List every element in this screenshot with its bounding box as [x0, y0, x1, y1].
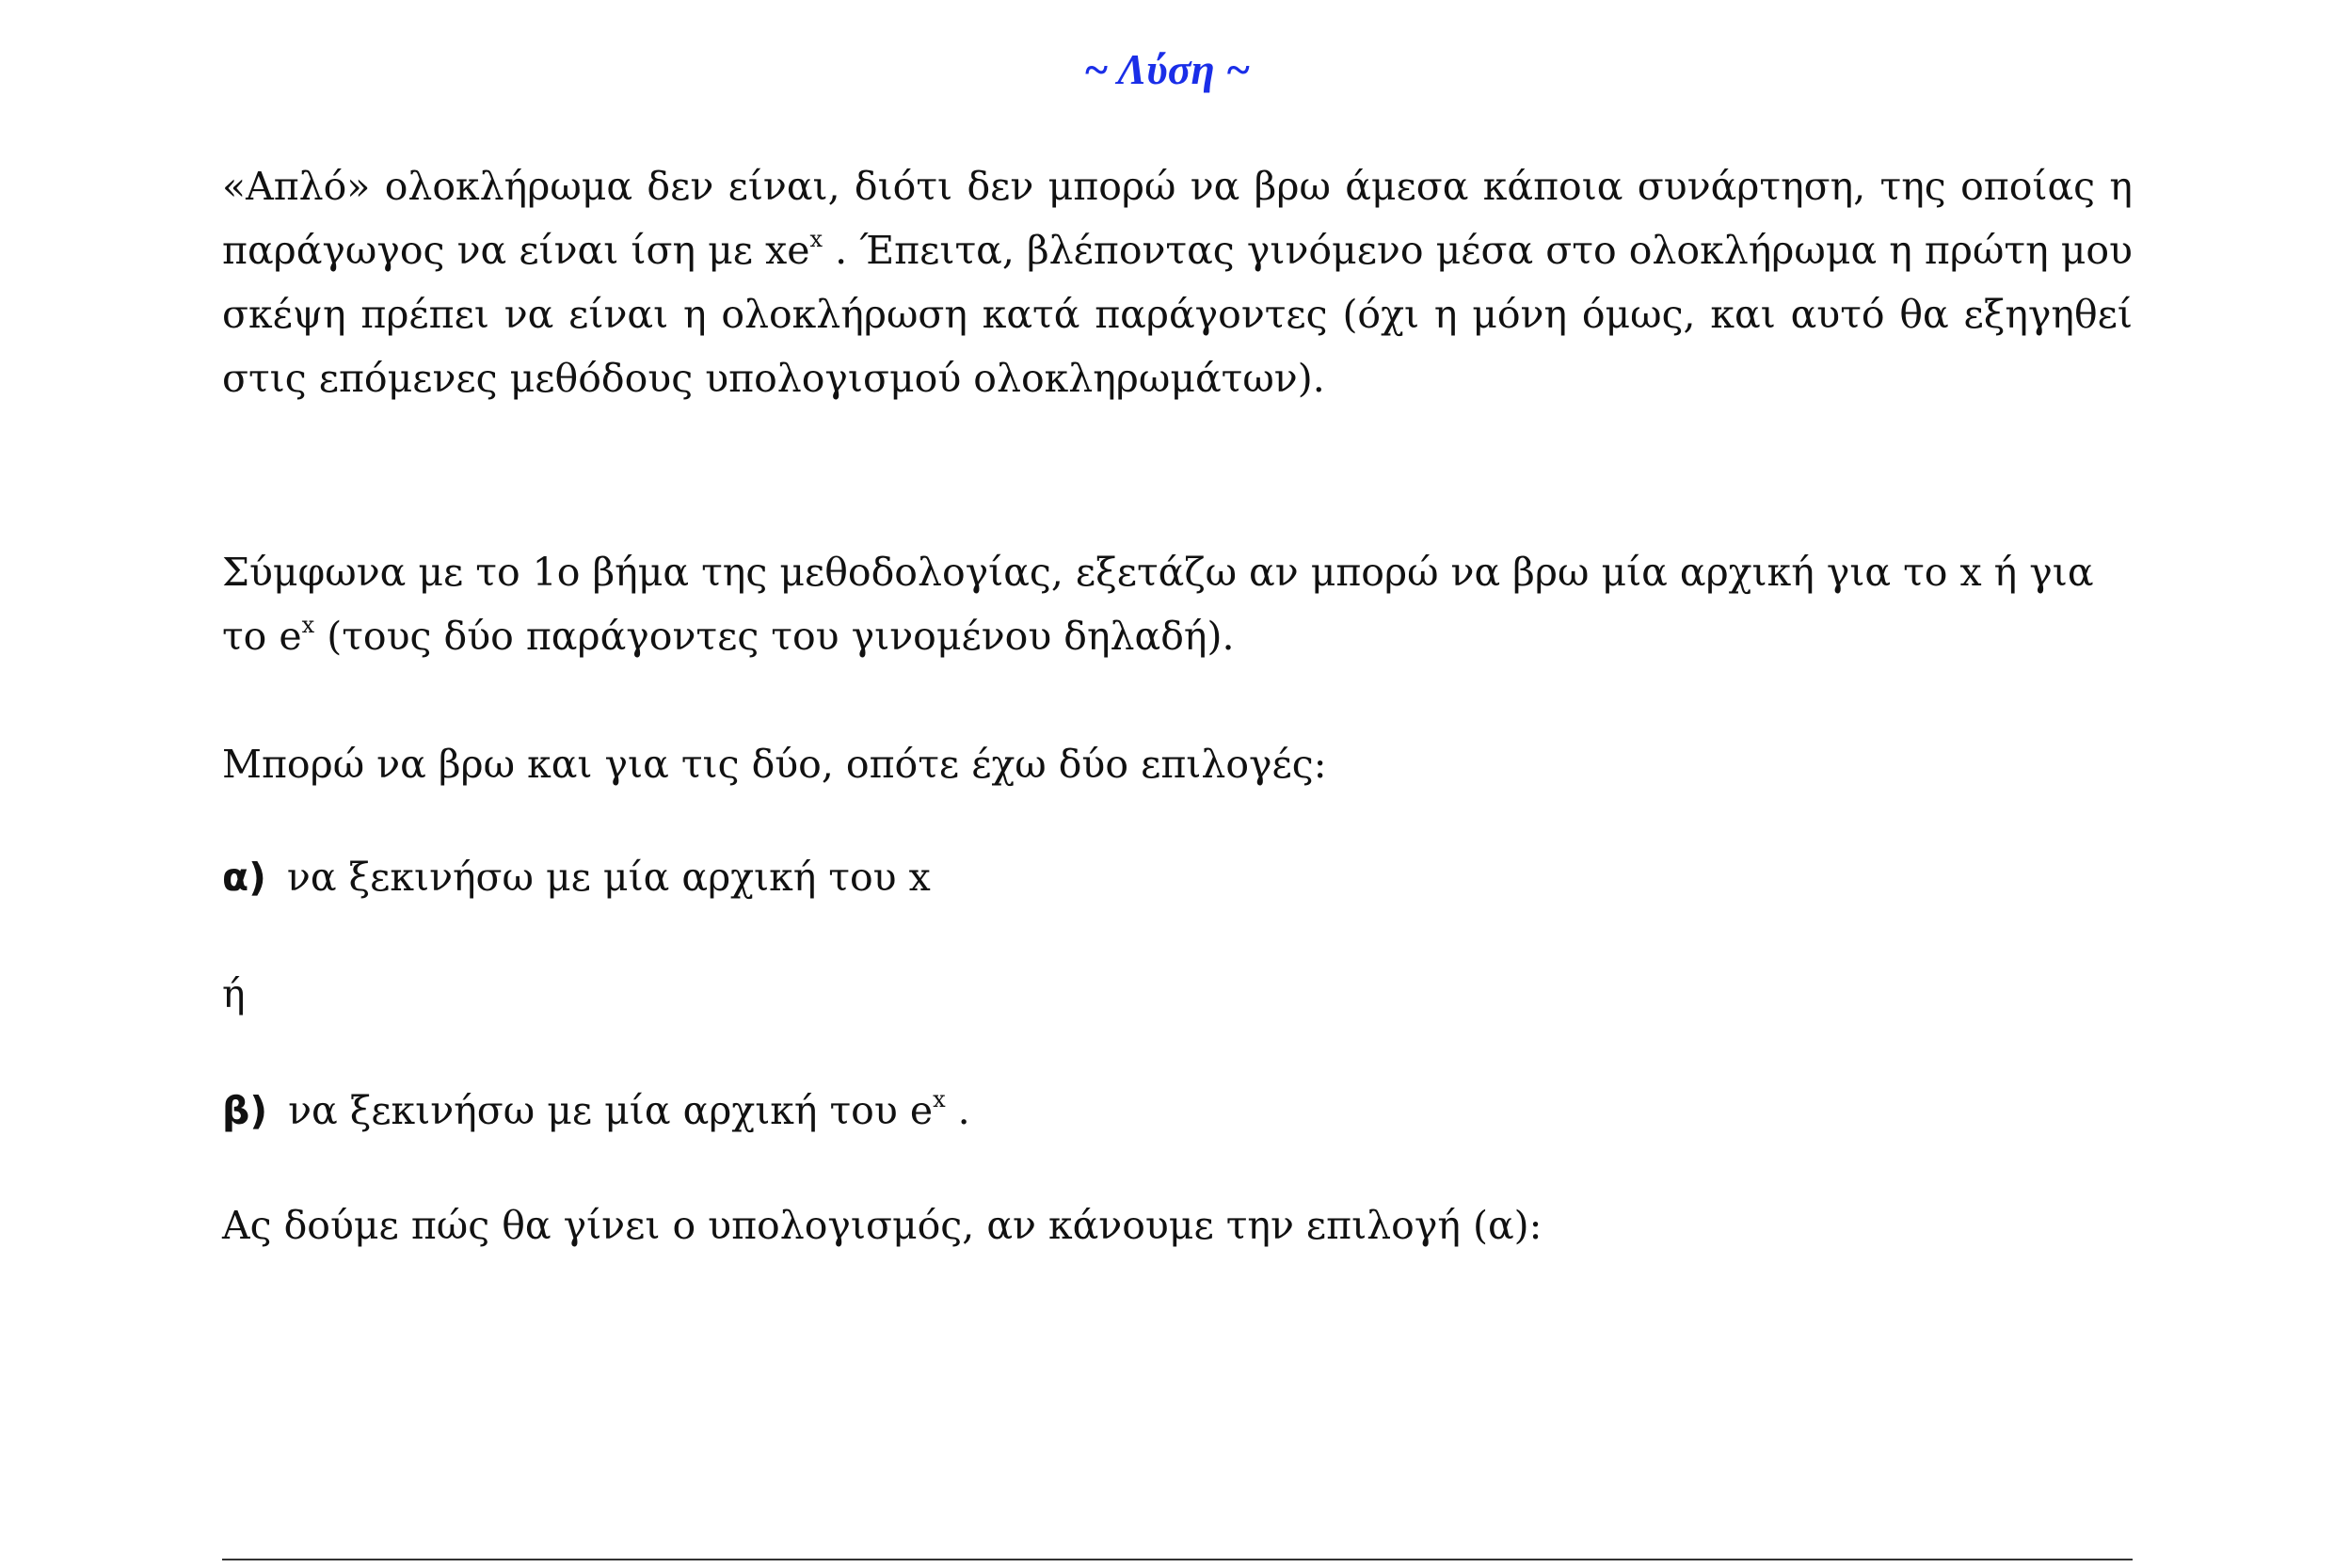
or-separator: ή	[222, 971, 246, 1016]
option-b	[222, 1079, 2133, 1143]
option-b-text: να ξεκινήσω με μία αρχική του e	[288, 1088, 934, 1133]
exponent-x: x	[809, 226, 823, 252]
paragraph-methodology-text-2: (τους δύο παράγοντες του γινομένου δηλαδή).	[314, 614, 1235, 659]
exponent-x: x	[301, 612, 315, 638]
option-b-end: .	[945, 1088, 970, 1133]
footer-divider	[222, 1559, 2133, 1560]
option-a-text: να ξεκινήσω με μία αρχική του x	[286, 855, 931, 900]
option-a-label: α)	[222, 855, 266, 900]
paragraph-intro	[222, 154, 2133, 410]
paragraph-intro-text-1: «Απλό» ολοκλήρωμα δεν είναι, διότι δεν μπορώ να βρω άμεσα κάποια συνάρτηση, της οποίας η παράγωγος να είναι ίση με xe	[222, 164, 2133, 273]
solution-title: ~ Λύση ~	[1083, 45, 1251, 93]
paragraph-next-step: Ας δούμε πώς θα γίνει ο υπολογισμός, αν κάνουμε την επιλογή (α):	[222, 1203, 1543, 1248]
paragraph-methodology	[222, 540, 2133, 668]
paragraph-methodology-text-1: Σύμφωνα με το 1ο βήμα της μεθοδολογίας, εξετάζω αν μπορώ να βρω μία αρχική για το x ή για το e	[222, 550, 2094, 659]
paragraph-choices: Μπορώ να βρω και για τις δύο, οπότε έχω δύο επιλογές:	[222, 742, 1327, 787]
paragraph-intro-text-2: . Έπειτα, βλέποντας γινόμενο μέσα στο ολοκλήρωμα η πρώτη μου σκέψη πρέπει να είναι η ολοκλήρωση κατά παράγοντες (όχι η μόνη όμως, και αυτό θα εξηγηθεί στις επόμενες μεθόδους υπολογισμού ολοκληρωμάτων).	[222, 228, 2133, 401]
option-a	[222, 845, 2133, 909]
exponent-x: x	[933, 1086, 946, 1112]
option-b-label: β)	[222, 1088, 268, 1133]
